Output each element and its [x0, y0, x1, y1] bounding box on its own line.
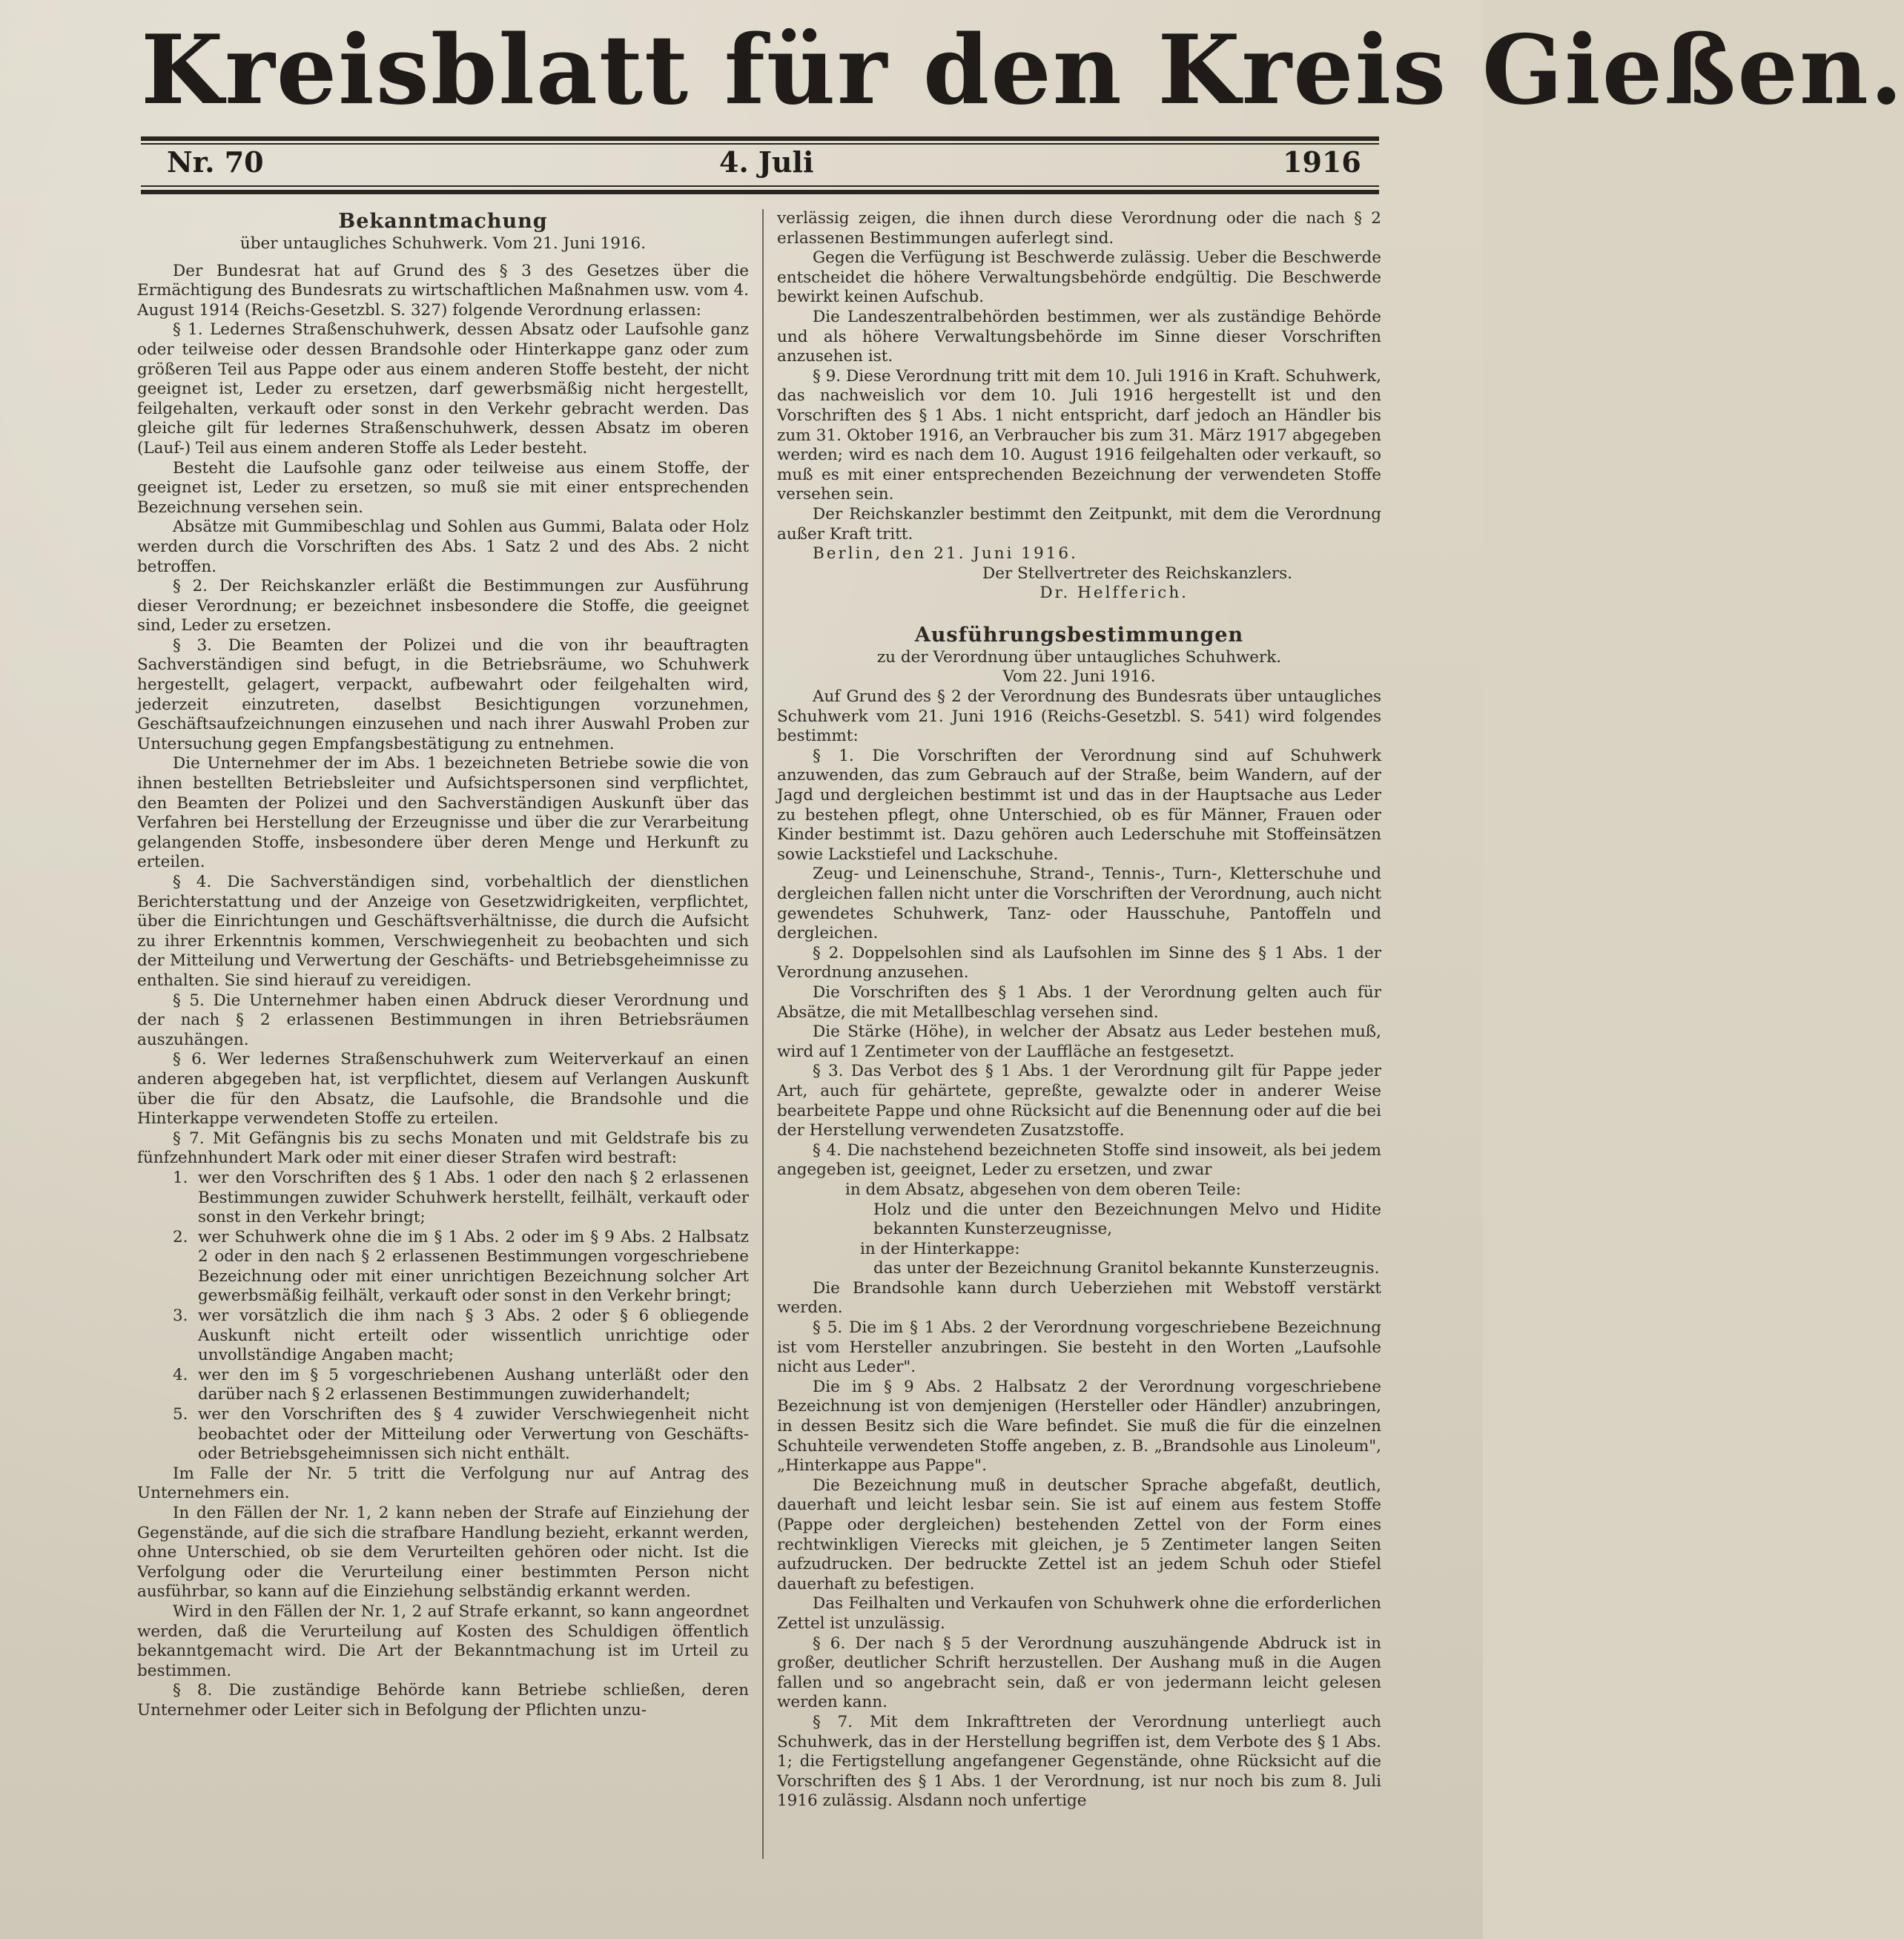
paragraph: § 5. Die im § 1 Abs. 2 der Verordnung vorgeschriebene Bezeichnung ist vom Hersteller anzubringen. Sie besteht in den Worten „Laufsohle nicht aus Leder".: [777, 1318, 1381, 1377]
paragraph: § 9. Diese Verordnung tritt mit dem 10. Juli 1916 in Kraft. Schuhwerk, das nachweislich vor dem 10. Juli 1916 hergestellt ist und den Vorschriften des § 1 Abs. 1 nicht entspricht, darf jedoch an Händler bis zum 31. Oktober 1916, an Verbraucher bis zum 31. März 1917 abgegeben werden; wird es nach dem 10. August 1916 feilgehalten oder verkauft, so muß es mit einer entsprechenden Bezeichnung der verwendeten Stoffe versehen sein.: [777, 366, 1381, 504]
paragraph: Der Bundesrat hat auf Grund des § 3 des Gesetzes über die Ermächtigung des Bundesrats zu wirtschaftlichen Maßnahmen usw. vom 4. August 1914 (Reichs-Gesetzbl. S. 327) folgende Verordnung erlassen:: [137, 261, 749, 320]
list-item: 3. wer vorsätzlich die ihm nach § 3 Abs. 2 oder § 6 obliegende Auskunft nicht erteilt oder wissentlich unrichtige oder unvollständige Angaben macht;: [173, 1307, 749, 1365]
signature-role: Der Stellvertreter des Reichskanzlers.: [982, 564, 1292, 583]
paragraph: § 3. Die Beamten der Polizei und die von ihr beauftragten Sachverständigen sind befugt, in die Betriebsräume, wo Schuhwerk hergestellt, gelagert, verpackt, aufbewahrt oder feilgehalten wird, jederzeit einzutreten, daselbst Besichtigungen vorzunehmen, Geschäftsaufzeichnungen einzusehen und nach ihrer Auswahl Proben zur Untersuchung gegen Empfangsbestätigung zu entnehmen.: [137, 635, 749, 753]
article-title: Bekanntmachung: [338, 210, 548, 233]
paragraph: § 7. Mit Gefängnis bis zu sechs Monaten und mit Geldstrafe bis zu fünfzehnhundert Mark oder mit einer dieser Strafen wird bestraft:: [137, 1129, 749, 1168]
signature-name: Dr. Helfferich.: [1039, 584, 1189, 603]
paragraph: Zeug- und Leinenschuhe, Strand-, Tennis-, Turn-, Kletterschuhe und dergleichen fallen nicht unter die Vorschriften der Verordnung, auch nicht gewendetes Schuhwerk, Tanz- oder Hausschuhe, Pantoffeln und dergleichen.: [777, 865, 1381, 943]
left-column: [137, 209, 749, 1721]
paragraph: § 8. Die zuständige Behörde kann Betriebe schließen, deren Unternehmer oder Leiter sich in Befolgung der Pflichten unzu-: [137, 1681, 749, 1720]
list-item: 1. wer den Vorschriften des § 1 Abs. 1 oder den nach § 2 erlassenen Bestimmungen zuwider Schuhwerk herstellt, feilhält, verkauft oder sonst in den Verkehr bringt;: [173, 1168, 749, 1227]
list-line: in der Hinterkappe:: [860, 1239, 1020, 1258]
paragraph: Wird in den Fällen der Nr. 1, 2 auf Strafe erkannt, so kann angeordnet werden, daß die Verurteilung auf Kosten des Schuldigen öffentlich bekanntgemacht wird. Die Art der Bekanntmachung ist im Urteil zu bestimmen.: [137, 1602, 749, 1680]
dateline-rule-thin: [141, 185, 1379, 187]
dateline: [148, 145, 1372, 184]
list-item: 4. wer den im § 5 vorgeschriebenen Aushang unterläßt oder den darüber nach § 2 erlassenen Bestimmungen zuwiderhandelt;: [173, 1365, 749, 1404]
paragraph: § 2. Der Reichskanzler erläßt die Bestimmungen zur Ausführung dieser Verordnung; er bezeichnet insbesondere die Stoffe, die geeignet sind, Leder zu ersetzen.: [137, 577, 749, 635]
masthead-title: Kreisblatt für den Kreis Gießen.: [141, 15, 1904, 126]
paragraph: Besteht die Laufsohle ganz oder teilweise aus einem Stoffe, der geeignet ist, Leder zu ersetzen, so muß sie mit einer entsprechenden Bezeichnung versehen sein.: [137, 458, 749, 517]
paragraph: Das Feilhalten und Verkaufen von Schuhwerk ohne die erforderlichen Zettel ist unzulässig.: [777, 1594, 1381, 1633]
paragraph: Die im § 9 Abs. 2 Halbsatz 2 der Verordnung vorgeschriebene Bezeichnung ist von demjenigen (Hersteller oder Händler) anzubringen, in dessen Besitz sich die Ware befindet. Sie muß die für die einzelnen Schuhteile verwendeten Stoffe angeben, z. B. „Brandsohle aus Linoleum", „Hinterkappe aus Pappe".: [777, 1377, 1381, 1476]
paragraph: § 4. Die nachstehend bezeichneten Stoffe sind insoweit, als bei jedem angegeben ist, geeignet, Leder zu ersetzen, und zwar: [777, 1140, 1381, 1180]
paragraph: Im Falle der Nr. 5 tritt die Verfolgung nur auf Antrag des Unternehmers ein.: [137, 1464, 749, 1503]
paragraph: Die Vorschriften des § 1 Abs. 1 der Verordnung gelten auch für Absätze, die mit Metallbeschlag versehen sind.: [777, 982, 1381, 1022]
paragraph: Die Unternehmer der im Abs. 1 bezeichneten Betriebe sowie die von ihnen bestellten Betriebsleiter und Aufsichtspersonen sind verpflichtet, den Beamten der Polizei und den Sachverständigen Auskunft über das Verfahren bei Herstellung der Erzeugnisse und über die zur Verarbeitung gelangenden Stoffe, insbesondere über deren Menge und Herkunft zu erteilen.: [137, 754, 749, 872]
list-item: 2. wer Schuhwerk ohne die im § 1 Abs. 2 oder im § 9 Abs. 2 Halbsatz 2 oder in den nach § 2 erlassenen Bestimmungen vorgeschriebene Bezeichnung oder mit einer unrichtigen Bezeichnung solcher Art gewerbsmäßig feilhält, verkauft oder sonst in den Verkehr bringt;: [173, 1227, 749, 1306]
column-divider: [762, 209, 764, 1859]
paragraph: Der Reichskanzler bestimmt den Zeitpunkt, mit dem die Verordnung außer Kraft tritt.: [777, 504, 1381, 544]
place-date: Berlin, den 21. Juni 1916.: [813, 544, 1078, 564]
masthead-rule-top: [141, 136, 1379, 141]
paragraph: Gegen die Verfügung ist Beschwerde zulässig. Ueber die Beschwerde entscheidet die höhere Verwaltungsbehörde endgültig. Die Beschwerde bewirkt keinen Aufschub.: [777, 248, 1381, 307]
paragraph: In den Fällen der Nr. 1, 2 kann neben der Strafe auf Einziehung der Gegenstände, auf die sich die strafbare Handlung bezieht, erkannt werden, ohne Unterschied, ob sie dem Verurteilten gehören oder nicht. Ist die Verfolgung oder die Verurteilung einer bestimmten Person nicht ausführbar, so kann auf die Einziehung selbständig erkannt werden.: [137, 1504, 749, 1602]
paragraph: § 2. Doppelsohlen sind als Laufsohlen im Sinne des § 1 Abs. 1 der Verordnung anzusehen.: [777, 943, 1381, 982]
paragraph: Absätze mit Gummibeschlag und Sohlen aus Gummi, Balata oder Holz werden durch die Vorschriften des Abs. 1 Satz 2 und des Abs. 2 nicht betroffen.: [137, 518, 749, 576]
paragraph: § 4. Die Sachverständigen sind, vorbehaltlich der dienstlichen Berichterstattung und der Anzeige von Gesetzwidrigkeiten, verpflichtet, über die Einrichtungen und Geschäftsverhältnisse, die durch die Aufsicht zu ihrer Erkenntnis kommen, Verschwiegenheit zu beobachten und sich der Mitteilung und Verwertung der Geschäfts- und Betriebsgeheimnisse zu enthalten. Sie sind hierauf zu vereidigen.: [137, 873, 749, 990]
issue-date: 4. Juli: [719, 145, 814, 179]
paragraph: Die Stärke (Höhe), in welcher der Absatz aus Leder bestehen muß, wird auf 1 Zentimeter von der Lauffläche an festgesetzt.: [777, 1023, 1381, 1061]
paragraph: Auf Grund des § 2 der Verordnung des Bundesrats über untaugliches Schuhwerk vom 21. Juni 1916 (Reichs-Gesetzbl. S. 541) wird folgendes bestimmt:: [777, 687, 1381, 746]
paragraph: § 7. Mit dem Inkrafttreten der Verordnung unterliegt auch Schuhwerk, das in der Herstellung begriffen ist, dem Verbote des § 1 Abs. 1; die Fertigstellung angefangener Gegenstände, ohne Rücksicht auf die Vorschriften des § 1 Abs. 1 der Verordnung, ist nur noch bis zum 8. Juli 1916 zulässig. Alsdann noch unfertige: [777, 1712, 1381, 1811]
paragraph: § 6. Wer ledernes Straßenschuhwerk zum Weiterverkauf an einen anderen abgegeben hat, ist verpflichtet, diesem auf Verlangen Auskunft über die für den Absatz, die Laufsohle, die Brandsohle und die Hinterkappe verwendeten Stoffe zu erteilen.: [137, 1050, 749, 1129]
article-title: Ausführungsbestimmungen: [914, 623, 1244, 647]
paragraph: Die Landeszentralbehörden bestimmen, wer als zuständige Behörde und als höhere Verwaltungsbehörde im Sinne dieser Vorschriften anzusehen ist.: [777, 307, 1381, 366]
paragraph: § 1. Ledernes Straßenschuhwerk, dessen Absatz oder Laufsohle ganz oder teilweise oder dessen Brandsohle oder Hinterkappe ganz oder zum größeren Teil aus Pappe oder aus einem anderen Stoffe besteht, der nicht geeignet ist, Leder zu ersetzen, darf gewerbsmäßig nicht hergestellt, feilgehalten, verkauft oder sonst in den Verkehr gebracht werden. Das gleiche gilt für ledernes Straßenschuhwerk, dessen Absatz im oberen (Lauf-) Teil aus einem anderen Stoffe als Leder besteht.: [137, 320, 749, 458]
paragraph-continued: verlässig zeigen, die ihnen durch diese Verordnung oder die nach § 2 erlassenen Bestimmungen auferlegt sind.: [777, 209, 1381, 248]
paragraph: § 5. Die Unternehmer haben einen Abdruck dieser Verordnung und der nach § 2 erlassenen Bestimmungen in ihren Betriebsräumen auszuhängen.: [137, 991, 749, 1049]
paragraph: Die Bezeichnung muß in deutscher Sprache abgefaßt, deutlich, dauerhaft und leicht lesbar sein. Sie ist auf einem aus festem Stoffe (Pappe oder dergleichen) bestehenden Zettel von der Form eines rechtwinkligen Vierecks mit gleichen, je 5 Zentimeter langen Seiten aufzudrucken. Der bedruckte Zettel ist an jedem Schuh oder Stiefel dauerhaft zu befestigen.: [777, 1476, 1381, 1593]
list-line: Holz und die unter den Bezeichnungen Melvo und Hidite bekannten Kunsterzeugnisse,: [873, 1200, 1381, 1239]
article-subtitle: zu der Verordnung über untaugliches Schuhwerk.: [876, 647, 1282, 667]
article-subtitle: Vom 22. Juni 1916.: [1002, 667, 1156, 687]
list-line: in dem Absatz, abgesehen von dem oberen Teile:: [845, 1180, 1241, 1199]
paragraph: § 6. Der nach § 5 der Verordnung auszuhängende Abdruck ist in großer, deutlicher Schrift herzustellen. Der Aushang muß in die Augen fallen und so angebracht sein, daß er von jedermann leicht gelesen werden kann.: [777, 1634, 1381, 1712]
paragraph: § 1. Die Vorschriften der Verordnung sind auf Schuhwerk anzuwenden, das zum Gebrauch auf der Straße, beim Wandern, auf der Jagd und dergleichen bestimmt ist und das in der Hauptsache aus Leder zu bestehen pflegt, ohne Unterschied, ob es für Männer, Frauen oder Kinder bestimmt ist. Dazu gehören auch Lederschuhe mit Stoffeinsätzen sowie Lackstiefel und Lackschuhe.: [777, 746, 1381, 864]
list-item: 5. wer den Vorschriften des § 4 zuwider Verschwiegenheit nicht beobachtet oder der Mitteilung oder Verwertung von Geschäfts- oder Betriebsgeheimnissen sich nicht enthält.: [173, 1405, 749, 1464]
masthead-rule-top-thin: [141, 143, 1379, 145]
paragraph: § 3. Das Verbot des § 1 Abs. 1 der Verordnung gilt für Pappe jeder Art, auch für gehärtete, gepreßte, gewalzte oder in anderer Weise bearbeitete Pappe und ohne Rücksicht auf die Benennung oder auf die bei der Herstellung verwendeten Zusatzstoffe.: [777, 1062, 1381, 1140]
issue-number: Nr. 70: [167, 145, 264, 179]
list-line: das unter der Bezeichnung Granitol bekannte Kunsterzeugnis.: [873, 1259, 1380, 1278]
paragraph: Die Brandsohle kann durch Ueberziehen mit Webstoff verstärkt werden.: [777, 1278, 1381, 1318]
issue-year: 1916: [1283, 145, 1361, 179]
dateline-rule-thick: [141, 190, 1379, 194]
right-column: [777, 209, 1381, 1811]
article-subtitle: über untaugliches Schuhwerk. Vom 21. Juni 1916.: [239, 234, 647, 253]
